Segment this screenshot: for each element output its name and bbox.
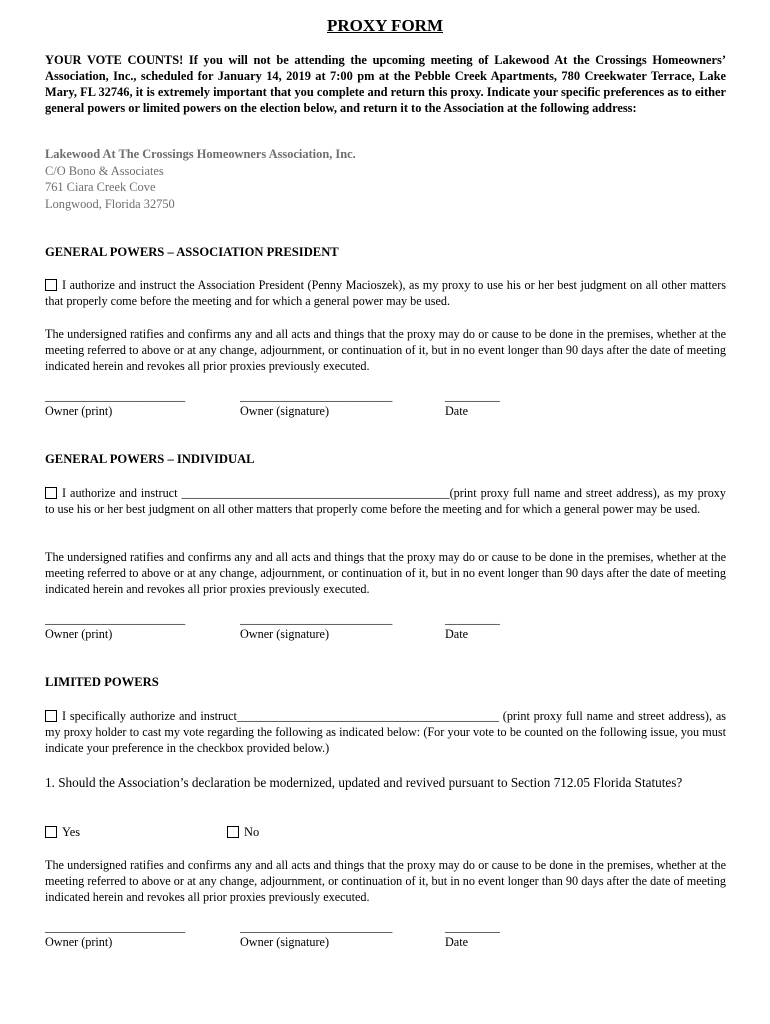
date-label-3: Date: [445, 935, 469, 949]
individual-authorization: [45, 485, 726, 517]
option-yes[interactable]: [45, 825, 80, 840]
ratify-paragraph-3: The undersigned ratifies and confirms any and all acts and things that the proxy may do or cause to be done in the premises, whether at the meeting referred to above or at any change, adjournment, or continuation of it, but in no event longer than 90 days after the date of meeting indicated herein and revokes all prior proxies previously executed.: [45, 858, 726, 904]
address-line-1: Lakewood At The Crossings Homeowners Association, Inc.: [45, 147, 356, 161]
individual-authorization-text: I authorize and instruct ____________________________________________(print proxy full name and street address), as my proxy to use his or her best judgment on all other matters that properly come before the meeting and for which a general power may be used.: [45, 486, 726, 516]
date-label-2: Date: [445, 627, 469, 641]
yes-label: Yes: [62, 825, 81, 839]
ratify-paragraph-2: The undersigned ratifies and confirms any and all acts and things that the proxy may do or cause to be done in the premises, whether at the meeting referred to above or at any change, adjournment, or continuation of it, but in no event longer than 90 days after the date of meeting indicated herein and revokes all prior proxies previously executed.: [45, 550, 726, 596]
intro-paragraph: YOUR VOTE COUNTS! If you will not be attending the upcoming meeting of Lakewood At the Crossings Homeowners’ Association, Inc., scheduled for January 14, 2019 at 7:00 pm at the Pebble Creek Apartments, 780 Creekwater Terrace, Lake Mary, FL 32746, it is extremely important that you complete and return this proxy. Indicate your specific preferences as to either general powers or limited powers on the election below, and return it to the Association at the following address:: [45, 53, 726, 115]
option-no[interactable]: [227, 825, 259, 840]
section-heading-individual: GENERAL POWERS – INDIVIDUAL: [45, 452, 255, 466]
no-label: No: [244, 825, 260, 839]
president-checkbox[interactable]: [45, 279, 57, 291]
limited-authorization-text: I specifically authorize and instruct___________________________________________ (print proxy full name and street address), as my proxy holder to cast my vote regarding the following as indicated below: (For your vote to be counted on the following issue, you must indicate your preference in the checkbox provided below.): [45, 709, 726, 755]
owner-print-line-2[interactable]: _______________________: [45, 612, 186, 626]
address-line-2: C/O Bono & Associates: [45, 163, 164, 178]
individual-checkbox[interactable]: [45, 487, 57, 499]
limited-checkbox[interactable]: [45, 710, 57, 722]
owner-print-label-2: Owner (print): [45, 627, 113, 641]
page-title: PROXY FORM: [327, 16, 443, 35]
owner-print-line-3[interactable]: _______________________: [45, 920, 186, 934]
owner-print-line-1[interactable]: _______________________: [45, 389, 186, 403]
owner-signature-line-3[interactable]: _________________________: [240, 920, 393, 934]
return-address: [45, 146, 356, 212]
date-label-1: Date: [445, 404, 469, 418]
section-heading-president: GENERAL POWERS – ASSOCIATION PRESIDENT: [45, 245, 339, 259]
date-line-2[interactable]: _________: [445, 612, 500, 626]
owner-signature-line-1[interactable]: _________________________: [240, 389, 393, 403]
president-authorization-text: I authorize and instruct the Association President (Penny Macioszek), as my proxy to use his or her best judgment on all other matters that properly come before the meeting and for which a general power may be used.: [45, 278, 726, 308]
owner-signature-line-2[interactable]: _________________________: [240, 612, 393, 626]
no-checkbox[interactable]: [227, 826, 239, 838]
section-heading-limited: LIMITED POWERS: [45, 675, 159, 689]
limited-authorization: [45, 708, 726, 756]
question-1: 1. Should the Association’s declaration be modernized, updated and revived pursuant to Section 712.05 Florida Statutes?: [45, 775, 683, 790]
owner-signature-label-2: Owner (signature): [240, 627, 330, 641]
date-line-1[interactable]: _________: [445, 389, 500, 403]
date-line-3[interactable]: _________: [445, 920, 500, 934]
president-authorization: [45, 277, 726, 309]
yes-checkbox[interactable]: [45, 826, 57, 838]
owner-signature-label-1: Owner (signature): [240, 404, 330, 418]
owner-signature-label-3: Owner (signature): [240, 935, 330, 949]
ratify-paragraph-1: The undersigned ratifies and confirms any and all acts and things that the proxy may do or cause to be done in the premises, whether at the meeting referred to above or at any change, adjournment, or continuation of it, but in no event longer than 90 days after the date of meeting indicated herein and revokes all prior proxies previously executed.: [45, 327, 726, 373]
owner-print-label-3: Owner (print): [45, 935, 113, 949]
address-line-3: 761 Ciara Creek Cove: [45, 180, 156, 194]
address-line-4: Longwood, Florida 32750: [45, 196, 175, 211]
owner-print-label-1: Owner (print): [45, 404, 113, 418]
